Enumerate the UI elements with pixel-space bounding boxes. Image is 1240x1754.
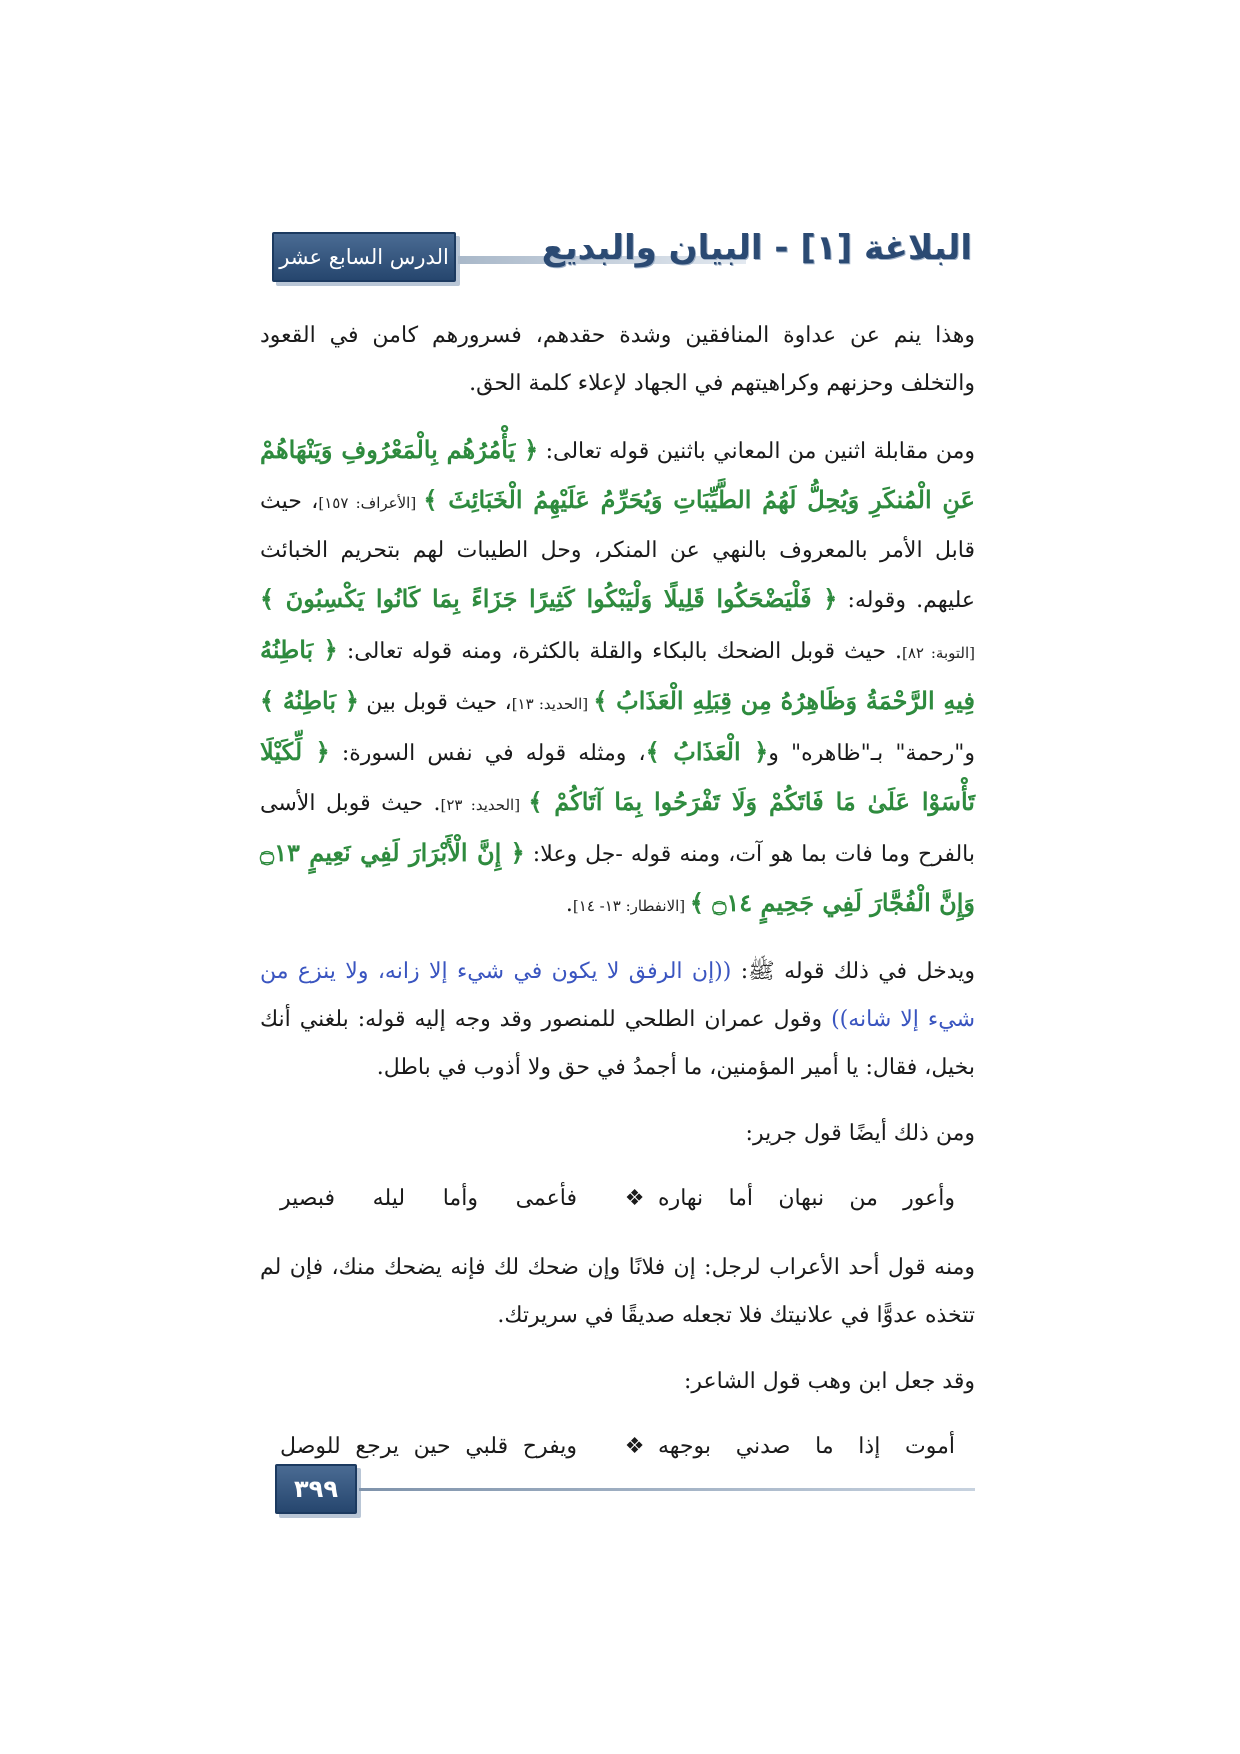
lesson-label: الدرس السابع عشر bbox=[272, 232, 456, 282]
text: . حيث قوبل الضحك بالبكاء والقلة بالكثرة، ومنه قوله تعالى: bbox=[337, 639, 903, 664]
page-body bbox=[260, 312, 975, 1492]
text: ، حيث قابل الأمر بالمعروف بالنهي عن المنكر، وحل الطيبات لهم بتحريم الخبائث عليهم. وقوله: bbox=[260, 489, 976, 613]
verse-word: حين bbox=[413, 1434, 451, 1459]
verse-second-hemistich bbox=[280, 1176, 577, 1222]
footer-divider bbox=[359, 1488, 975, 1491]
quran-word: ﴿ الْعَذَابُ ﴾ bbox=[645, 737, 769, 766]
text: . bbox=[565, 892, 573, 917]
verse-word: فأعمى bbox=[515, 1186, 577, 1211]
text: ويدخل في ذلك قوله ﷺ: bbox=[731, 959, 975, 984]
verse-reference: [الحديد: ١٣] bbox=[511, 695, 594, 713]
paragraph-2 bbox=[260, 426, 975, 930]
paragraph-1: وهذا ينم عن عداوة المنافقين وشدة حقدهم، فسرورهم كامن في القعود والتخلف وحزنهم وكراهيتهم في الجهاد لإعلاء كلمة الحق. bbox=[260, 323, 975, 396]
quran-verse: ﴿ فَلْيَضْحَكُوا قَلِيلًا وَلْيَبْكُوا كَثِيرًا جَزَاءً بِمَا كَانُوا يَكْسِبُونَ ﴾ bbox=[260, 584, 838, 613]
book-title: البلاغة [١] - البيان والبديع bbox=[541, 228, 972, 268]
verse-word: للوصل bbox=[280, 1434, 341, 1459]
text: . حيث قوبل الأسى بالفرح وما فات بما هو آت، ومنه قوله -جل وعلا: bbox=[260, 791, 975, 867]
quran-verse: ﴿ يَأْمُرُهُم بِالْمَعْرُوفِ وَيَنْهَاهُمْ عَنِ الْمُنكَرِ وَيُحِلُّ لَهُمُ الطَّيِّبَاتِ وَيُحَرِّمُ عَلَيْهِمُ الْخَبَائِثَ ﴾ bbox=[260, 435, 975, 514]
verse-reference: [الانفطار: ١٣- ١٤] bbox=[572, 897, 690, 915]
text: ، حيث قوبل بين bbox=[358, 690, 512, 715]
paragraph-3 bbox=[260, 948, 975, 1092]
paragraph-4: ومن ذلك أيضًا قول جرير: bbox=[745, 1121, 975, 1146]
text: ومن مقابلة اثنين من المعاني باثنين قوله تعالى: bbox=[538, 439, 975, 464]
quran-verse: ﴿ إِنَّ الْأَبْرَارَ لَفِي نَعِيمٍ ۝١٣ وَإِنَّ الْفُجَّارَ لَفِي جَحِيمٍ ۝١٤ ﴾ bbox=[260, 838, 975, 917]
verse-word: بوجهه bbox=[658, 1434, 712, 1459]
paragraph-5: ومنه قول أحد الأعراب لرجل: إن فلانًا وإن ضحك لك فإنه يضحك منك، فإن لم تتخذه عدوًّا في علانيتك فلا تجعله صديقًا في سريرتك. bbox=[260, 1255, 975, 1328]
paragraph-6: وقد جعل ابن وهب قول الشاعر: bbox=[683, 1369, 975, 1394]
text: و"رحمة" بـ"ظاهره" و bbox=[768, 741, 976, 766]
verse-word: وأما bbox=[442, 1186, 478, 1211]
verse-word: إذا bbox=[858, 1434, 881, 1459]
verse-word: صدني bbox=[735, 1434, 791, 1459]
text: وقول عمران الطلحي للمنصور وقد وجه إليه قوله: بلغني أنك بخيل، فقال: يا أمير المؤمنين، ما أجمدُ في حق ولا أذوب في باطل. bbox=[260, 1007, 975, 1080]
page-number: ٣٩٩ bbox=[275, 1464, 357, 1514]
verse-word: ويفرح bbox=[522, 1434, 577, 1459]
quran-verse: ﴿ لِّكَيْلَا تَأْسَوْا عَلَىٰ مَا فَاتَكُمْ وَلَا تَفْرَحُوا بِمَا آتَاكُمْ ﴾ bbox=[260, 737, 975, 816]
page-header bbox=[272, 228, 972, 282]
verse-reference: [الحديد: ٢٣] bbox=[440, 796, 529, 814]
verse-separator-icon: ❖ bbox=[624, 1434, 645, 1459]
verse-word: قلبي bbox=[465, 1434, 509, 1459]
verse-word: أموت bbox=[905, 1434, 955, 1459]
verse-word: يرجع bbox=[355, 1434, 399, 1459]
verse-reference: [التوبة: ٨٢] bbox=[902, 644, 976, 662]
text: ، ومثله قوله في نفس السورة: bbox=[329, 741, 646, 766]
verse-word: نبهان bbox=[778, 1186, 825, 1211]
verse-separator-icon: ❖ bbox=[624, 1186, 645, 1211]
verse-word: فبصير bbox=[280, 1186, 336, 1211]
verse-word: نهاره bbox=[658, 1186, 704, 1211]
verse-word: وأعور bbox=[903, 1186, 955, 1211]
quran-verse: ﴿ بَاطِنُهُ فِيهِ الرَّحْمَةُ وَظَاهِرُهُ مِن قِبَلِهِ الْعَذَابُ ﴾ bbox=[260, 635, 975, 715]
page-footer bbox=[275, 1464, 975, 1514]
hadith-quote: ((إن الرفق لا يكون في شيء إلا زانه، ولا ينزع من شيء إلا شانه)) bbox=[260, 959, 975, 1032]
quran-word: ﴿ بَاطِنُهُ ﴾ bbox=[260, 686, 359, 715]
poem-verse-1 bbox=[280, 1176, 955, 1222]
verse-word: ليله bbox=[372, 1186, 406, 1211]
verse-word: من bbox=[849, 1186, 878, 1211]
verse-word: ما bbox=[815, 1434, 834, 1459]
verse-first-hemistich bbox=[658, 1176, 955, 1222]
verse-word: أما bbox=[728, 1186, 754, 1211]
verse-reference: [الأعراف: ١٥٧] bbox=[318, 494, 424, 512]
